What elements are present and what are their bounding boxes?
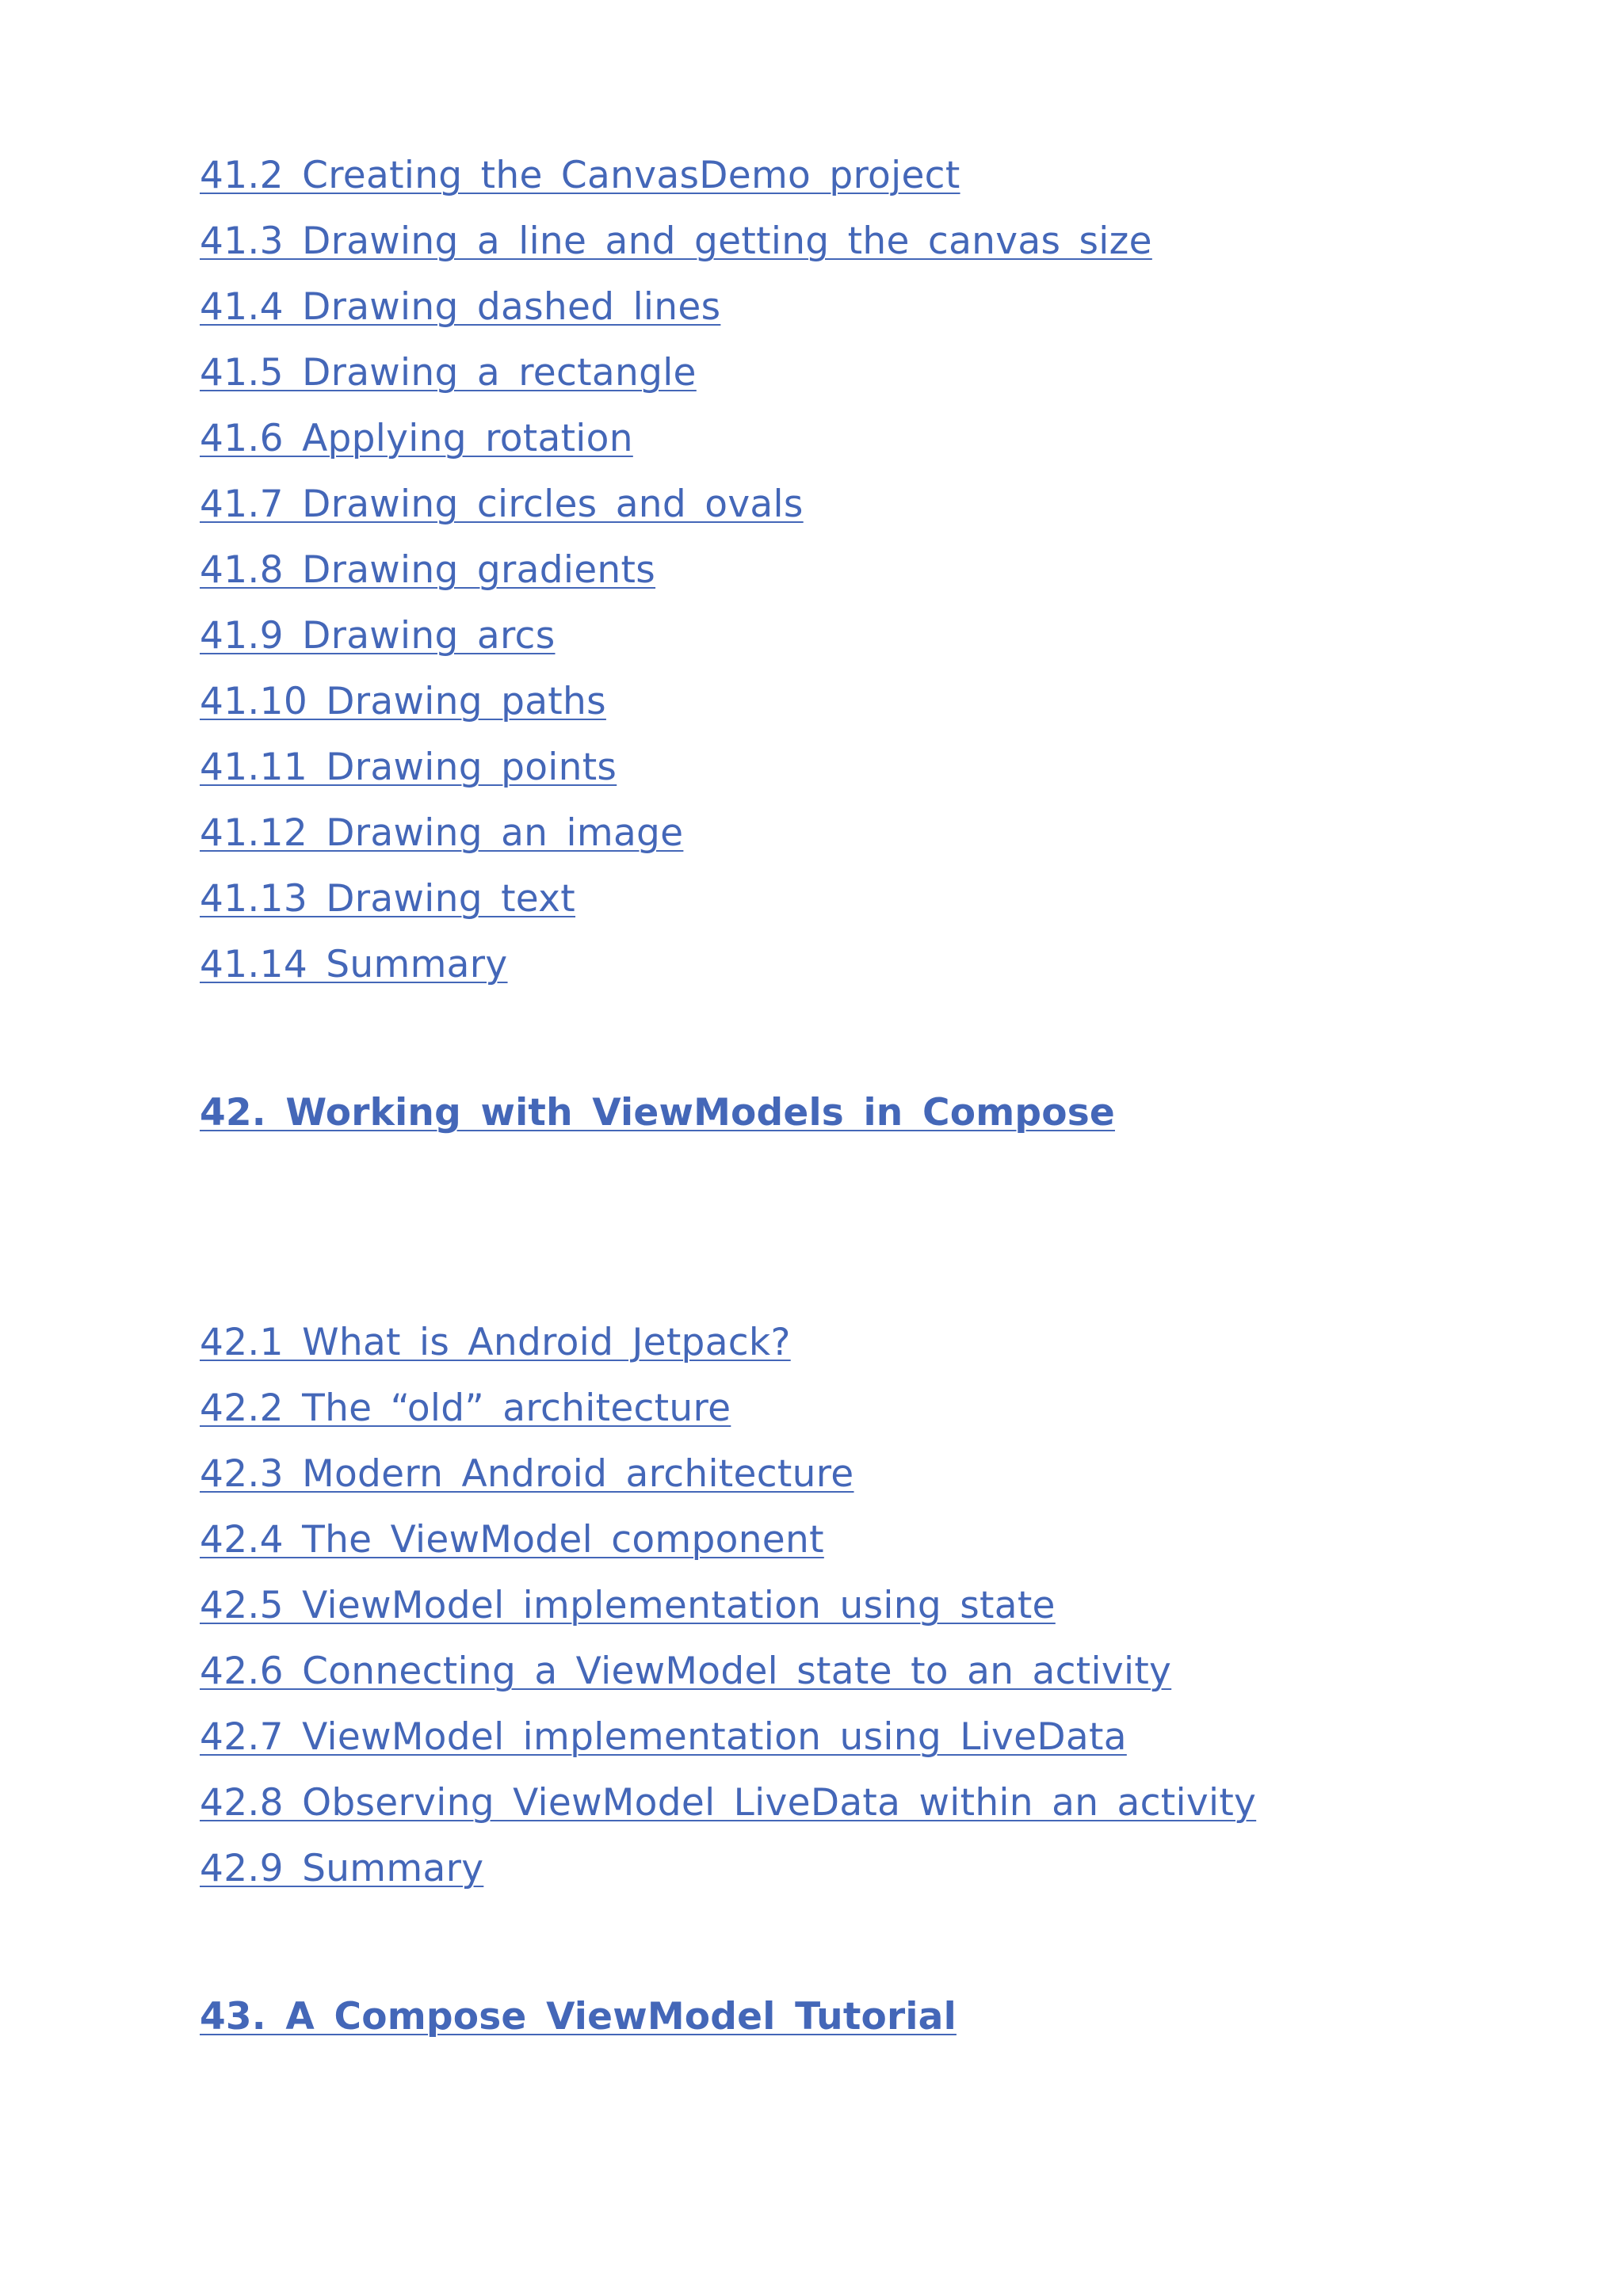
toc-link-41-4[interactable]: 41.4 Drawing dashed lines [200,285,721,329]
toc-link-41-9[interactable]: 41.9 Drawing arcs [200,614,556,658]
toc-link-42-3[interactable]: 42.3 Modern Android architecture [200,1452,854,1496]
toc-link-42-7[interactable]: 42.7 ViewModel implementation using LiveData [200,1715,1127,1759]
toc-link-41-13[interactable]: 41.13 Drawing text [200,877,576,921]
toc-link-42-6[interactable]: 42.6 Connecting a ViewModel state to an activity [200,1650,1172,1693]
toc-link-41-14[interactable]: 41.14 Summary [200,943,508,986]
toc-link-41-2[interactable]: 41.2 Creating the CanvasDemo project [200,154,960,197]
toc-link-41-3[interactable]: 41.3 Drawing a line and getting the canvas size [200,219,1152,263]
toc-link-41-5[interactable]: 41.5 Drawing a rectangle [200,351,697,395]
toc-link-41-11[interactable]: 41.11 Drawing points [200,746,617,789]
toc-link-41-6[interactable]: 41.6 Applying rotation [200,417,633,460]
toc-link-41-7[interactable]: 41.7 Drawing circles and ovals [200,482,804,526]
toc-link-42-1[interactable]: 42.1 What is Android Jetpack? [200,1321,791,1364]
toc-link-41-10[interactable]: 41.10 Drawing paths [200,680,606,723]
toc-chapter-43-link[interactable]: 43. A Compose ViewModel Tutorial [200,1995,957,2039]
toc-chapter-42-link[interactable]: 42. Working with ViewModels in Compose [200,1091,1115,1135]
toc-link-42-2[interactable]: 42.2 The “old” architecture [200,1386,731,1430]
toc-link-42-4[interactable]: 42.4 The ViewModel component [200,1518,824,1562]
toc-link-42-8[interactable]: 42.8 Observing ViewModel LiveData within an activity [200,1781,1257,1825]
toc-link-41-8[interactable]: 41.8 Drawing gradients [200,548,656,592]
toc-link-41-12[interactable]: 41.12 Drawing an image [200,811,684,855]
toc-link-42-5[interactable]: 42.5 ViewModel implementation using state [200,1584,1056,1627]
toc-link-42-9[interactable]: 42.9 Summary [200,1847,484,1890]
